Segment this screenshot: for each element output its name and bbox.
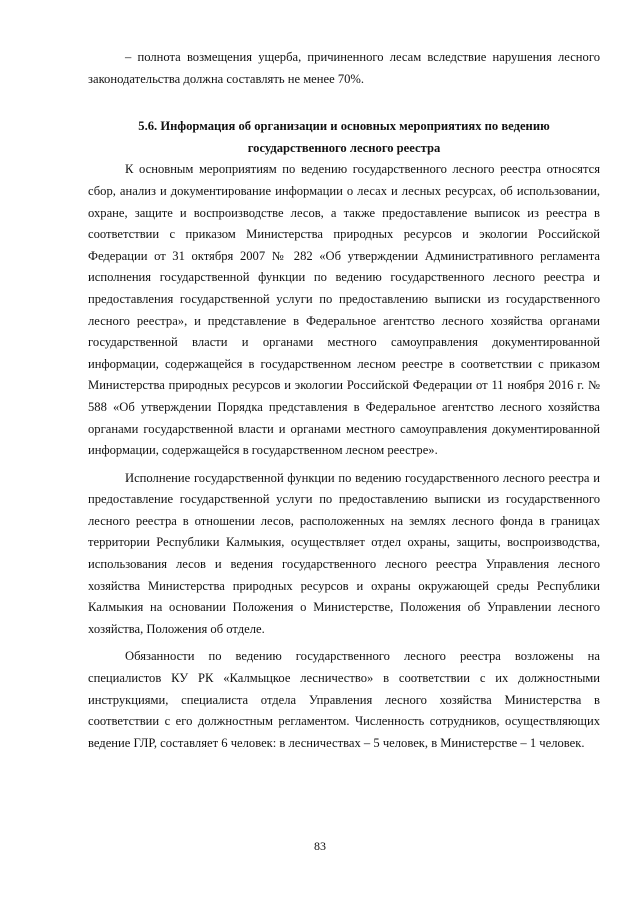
section-heading-line-1: 5.6. Информация об организации и основных мероприятиях по ведению — [138, 119, 550, 134]
intro-paragraph: – полнота возмещения ущерба, причиненного лесам вследствие нарушения лесного законодательства должна составлять не менее 70%. — [88, 50, 600, 86]
section-heading — [88, 116, 600, 159]
page-body — [88, 47, 600, 754]
page-number: 83 — [314, 839, 326, 853]
paragraph-responsibilities: Обязанности по ведению государственного лесного реестра возложены на специалистов КУ РК «Калмыцкое лесничество» в соответствии с их должностными инструкциями, специалиста отдела Управления лесного хозяйства Министерства в соответствии с его должностным регламентом. Численность сотрудников, осуществляющих ведение ГЛР, составляет 6 человек: в лесничествах – 5 человек, в Министерстве – 1 человек. — [88, 649, 600, 750]
section-heading-line-2: государственного лесного реестра — [247, 140, 441, 155]
paragraph-function-execution: Исполнение государственной функции по ведению государственного лесного реестра и предоставление государственной услуги по предоставлению выписки из государственного лесного реестра в отношении лесов, расположенных на землях лесного фонда в границах территории Республики Калмыкия, осуществляет отдел охраны, защиты, воспроизводства, использования лесов и ведения государственного лесного реестра Управления лесного хозяйства Министерства природных ресурсов и охраны окружающей среды Республики Калмыкия на основании Положения о Министерстве, Положения об Управлении лесного хозяйства, Положения об отделе. — [88, 470, 600, 636]
paragraph-registry-activities: К основным мероприятиям по ведению государственного лесного реестра относятся сбор, анализ и документирование информации о лесах и лесных ресурсах, об использовании, охране, защите и воспроизводстве лесов, а также предоставление выписок из реестра в соответствии с приказом Министерства природных ресурсов и экологии Российской Федерации от 31 октября 2007 № 282 «Об утверждении Административного регламента исполнения государственной функции по ведению государственного лесного реестра и предоставления государственной услуги по предоставлению выписки из государственного лесного реестра», и представление в Федеральное агентство лесного хозяйства органами государственной власти и органами местного самоуправления документированной информации, содержащейся в государственном лесном реестре в соответствии с приказом Министерства природных ресурсов и экологии Российской Федерации от 11 ноября 2016 г. № 588 «Об утверждении Порядка представления в Федеральное агентство лесного хозяйства органами государственной власти и органами местного самоуправления документированной информации, содержащейся в государственном лесном реестре». — [88, 162, 600, 458]
